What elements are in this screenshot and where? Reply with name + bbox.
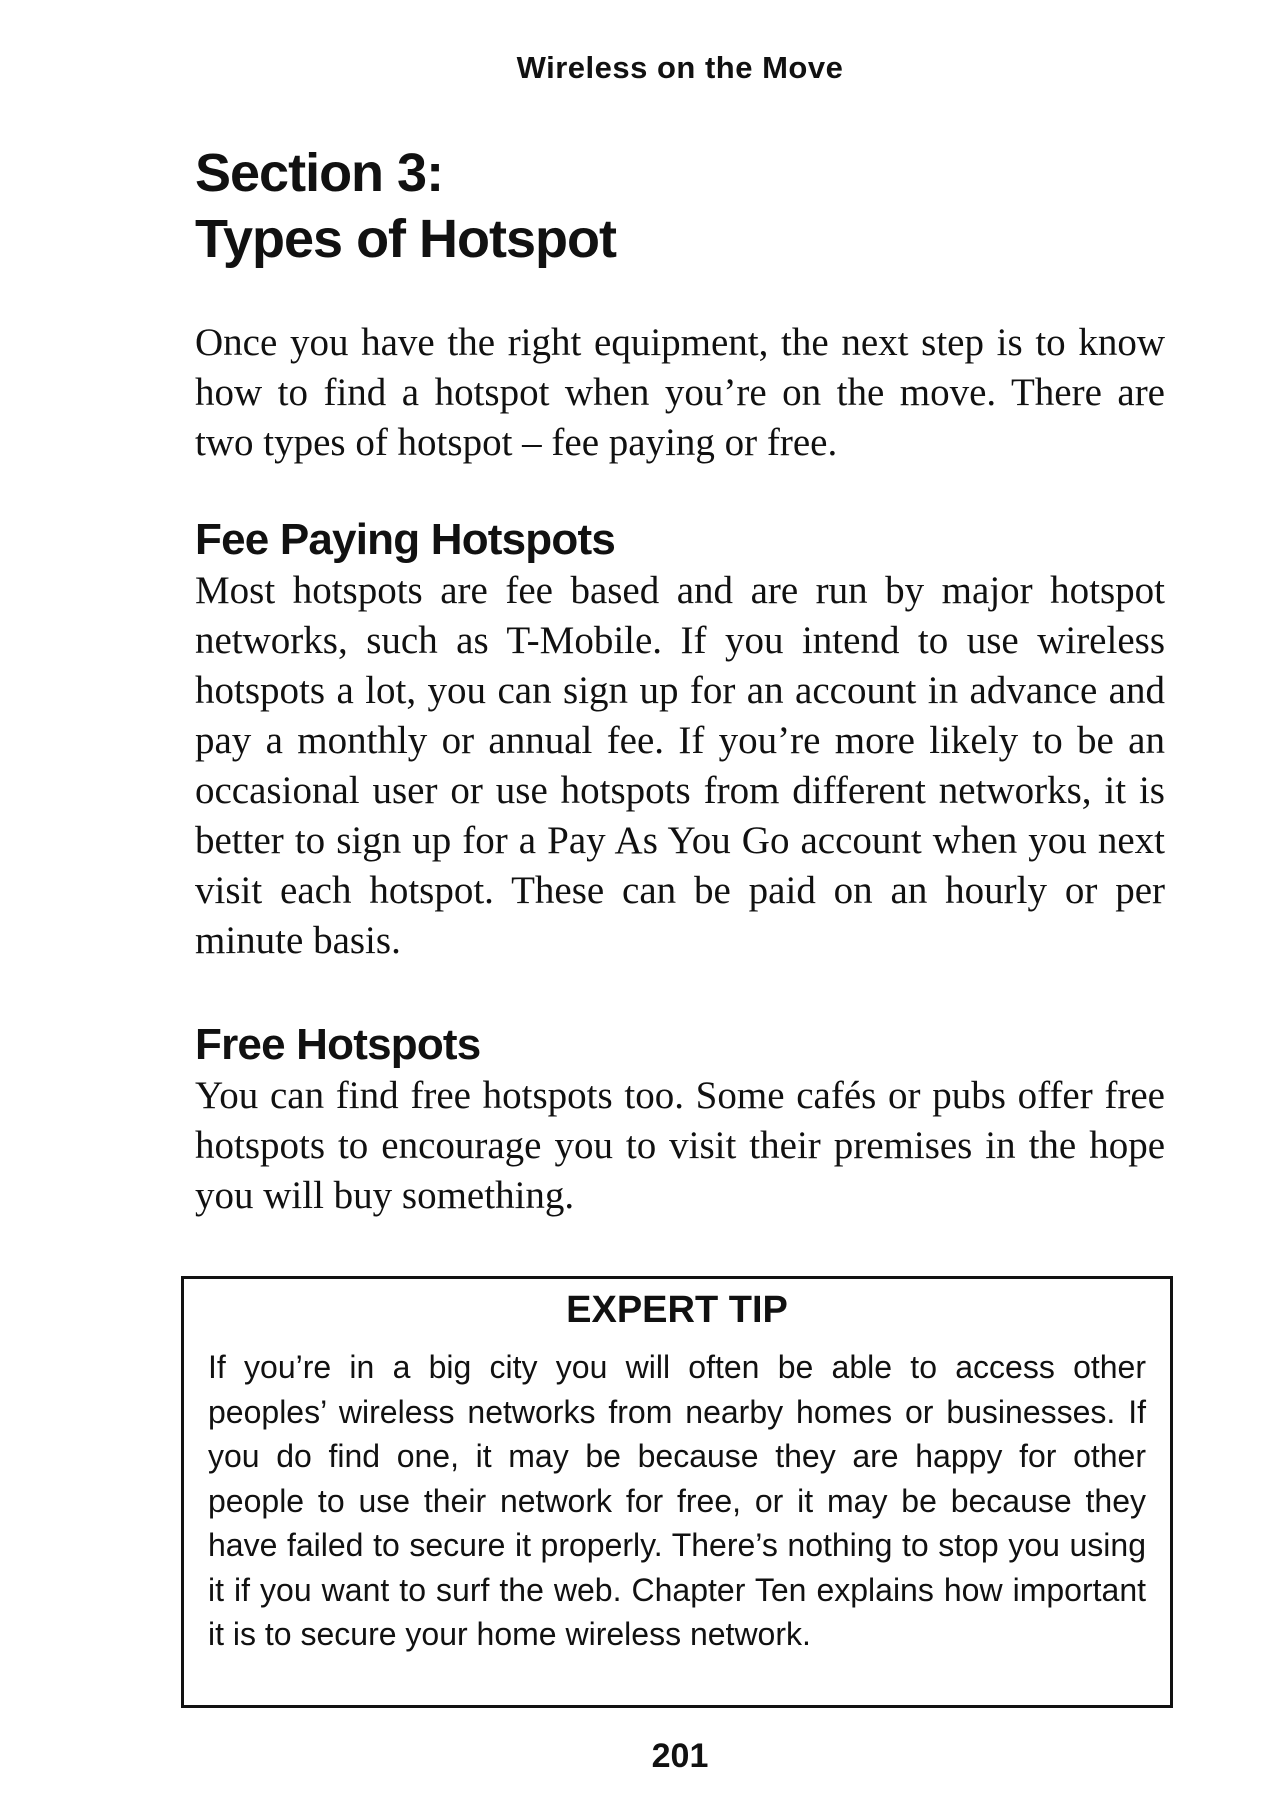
expert-tip-text: If you’re in a big city you will often be able to access other peoples’ wireless networks from nearby homes or businesses. If you do find one, it may be because they are happy for other people to use their network for free, or it may be because they have failed to secure it properly. There’s nothing to stop you using it if you want to surf the web. Chapter Ten explains how important it is to secure your home wireless network. — [208, 1349, 1146, 1652]
expert-tip-box — [181, 1276, 1173, 1708]
free-hotspots-paragraph: You can find free hotspots too. Some cafés or pubs offer free hotspots to encourage you to visit their premises in the hope you will buy something. — [195, 1074, 1165, 1217]
page-number: 201 — [651, 1737, 709, 1775]
section-title-text: Types of Hotspot — [195, 209, 616, 269]
running-head: Wireless on the Move — [516, 50, 844, 85]
section-title — [195, 140, 1175, 272]
fee-paying-heading: Fee Paying Hotspots — [195, 515, 615, 564]
expert-tip-title: EXPERT TIP — [566, 1289, 788, 1331]
section-title-number: Section 3: — [195, 143, 444, 203]
fee-paying-paragraph: Most hotspots are fee based and are run by major hotspot networks, such as T-Mobile. If you intend to use wireless hotspots a lot, you can sign up for an account in advance and pay a monthly or annual fee. If you’re more likely to be an occasional user or use hotspots from different networks, it is better to sign up for a Pay As You Go account when you next visit each hotspot. These can be paid on an hourly or per minute basis. — [195, 569, 1165, 962]
intro-paragraph: Once you have the right equipment, the next step is to know how to find a hotspot when you’re on the move. There are two types of hotspot – fee paying or free. — [195, 321, 1165, 464]
free-hotspots-heading: Free Hotspots — [195, 1020, 481, 1069]
